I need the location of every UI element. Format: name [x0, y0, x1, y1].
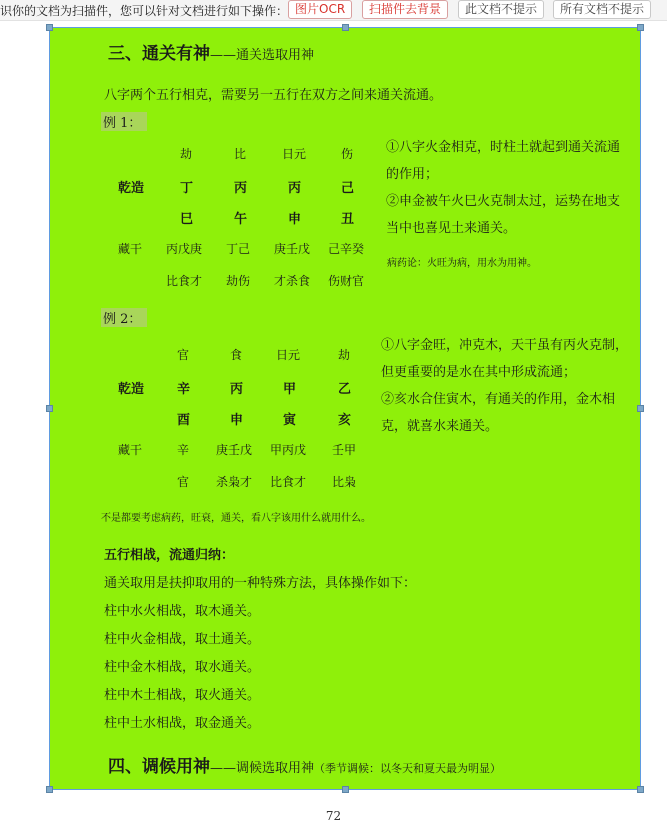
summary-item-5: 柱中土水相战，取金通关。: [104, 716, 261, 731]
section3-subtitle: ——通关选取用神: [210, 48, 315, 63]
ex1-shishen-3: 日元: [282, 147, 307, 161]
resize-handle-top-right[interactable]: [637, 24, 644, 31]
ex1-gan-2: 丙: [234, 181, 248, 196]
dont-remind-this-doc-button[interactable]: 此文档不提示: [458, 0, 544, 19]
section3-intro: 八字两个五行相克，需要另一五行在双方之间来通关流通。: [104, 88, 443, 103]
ex2-gan-2: 丙: [230, 382, 244, 397]
example1-note-2: ②申金被午火巳火克制太过，运势在地支当中也喜见土来通关。: [386, 194, 621, 236]
dont-remind-all-docs-button[interactable]: 所有文档不提示: [553, 0, 651, 19]
section4-title: [108, 752, 501, 777]
ex2-canggan-shishen-3: 比食才: [270, 475, 307, 489]
ex1-gan-3: 丙: [288, 181, 302, 196]
resize-handle-bottom-left[interactable]: [46, 786, 53, 793]
ex2-canggan-1: 辛: [177, 443, 190, 457]
summary-title: 五行相战，流通归纳：: [104, 548, 235, 563]
section3-title: [108, 39, 314, 64]
resize-handle-top-left[interactable]: [46, 24, 53, 31]
ex2-shishen-3: 日元: [276, 348, 301, 362]
ex1-canggan-shishen-3: 才杀食: [274, 274, 311, 288]
ex2-shishen-4: 劫: [338, 348, 351, 362]
resize-handle-bottom-right[interactable]: [637, 786, 644, 793]
ex2-zhi-2: 申: [230, 413, 244, 428]
section4-title-main: 四、调候用神: [108, 757, 210, 777]
resize-handle-top[interactable]: [342, 24, 349, 31]
ex1-canggan-shishen-4: 伤财官: [328, 274, 365, 288]
ex1-canggan-shishen-2: 劫伤: [226, 274, 251, 288]
ex2-gan-4: 乙: [338, 382, 352, 397]
ex2-zhi-4: 亥: [338, 413, 352, 428]
ex1-gan-4: 己: [341, 181, 355, 196]
ex2-zhi-3: 寅: [283, 413, 297, 428]
section4-subtitle: ——调候选取用神: [210, 761, 315, 776]
ex1-shishen-1: 劫: [180, 147, 193, 161]
ex1-canggan-4: 己辛癸: [328, 242, 365, 256]
ex2-canggan-shishen-1: 官: [177, 475, 190, 489]
resize-handle-bottom[interactable]: [342, 786, 349, 793]
ex2-canggan-shishen-2: 杀枭才: [216, 475, 253, 489]
ex1-canggan-2: 丁己: [226, 242, 251, 256]
ex2-canggan-2: 庚壬戊: [216, 443, 253, 457]
remark-text: 不是都要考虑病药，旺衰，通关，看八字该用什么就用什么。: [101, 513, 371, 524]
example1-notes: [386, 134, 631, 242]
ex2-label-gan: 乾造: [118, 382, 145, 397]
ex1-zhi-2: 午: [234, 212, 248, 227]
ex2-canggan-4: 壬甲: [332, 443, 357, 457]
example1-note-1: ①八字火金相克，时柱土就起到通关流通的作用；: [386, 140, 621, 182]
ex2-canggan-3: 甲丙戊: [270, 443, 307, 457]
scan-notice-bar: [0, 0, 667, 21]
ex2-gan-3: 甲: [283, 382, 297, 397]
ex1-label-canggan: 藏干: [118, 242, 143, 256]
summary-intro: 通关取用是扶抑取用的一种特殊方法，具体操作如下：: [104, 576, 417, 591]
ex2-canggan-shishen-4: 比枭: [332, 475, 357, 489]
example2-notes: [381, 332, 633, 440]
ex1-zhi-1: 巳: [180, 212, 194, 227]
ex2-gan-1: 辛: [177, 382, 191, 397]
ex1-zhi-3: 申: [288, 212, 302, 227]
example2-note-1: ①八字金旺，冲克木，天干虽有丙火克制，但更重要的是水在其中形成流通；: [381, 338, 629, 380]
image-ocr-button[interactable]: 图片OCR: [288, 0, 352, 19]
ex2-zhi-1: 酉: [177, 413, 191, 428]
example2-note-2: ②亥水合住寅木，有通关的作用，金木相克，就喜水来通关。: [381, 392, 616, 434]
ex2-shishen-2: 食: [230, 348, 243, 362]
ex2-shishen-1: 官: [177, 348, 190, 362]
example2-label: 例 2：: [101, 308, 147, 327]
ex1-label-gan: 乾造: [118, 181, 145, 196]
page-number: 72: [325, 809, 342, 823]
section4-paren: （季节调候：以冬天和夏天最为明显）: [314, 762, 502, 775]
summary-item-1: 柱中水火相战，取木通关。: [104, 604, 261, 619]
ex1-zhi-4: 丑: [341, 212, 355, 227]
resize-handle-left[interactable]: [46, 405, 53, 412]
scan-notice-text: 识你的文档为扫描件，您可以针对文档进行如下操作：: [0, 4, 289, 18]
remove-scan-background-button[interactable]: 扫描件去背景: [362, 0, 448, 19]
ex1-shishen-2: 比: [234, 147, 247, 161]
ex1-canggan-1: 丙戊庚: [166, 242, 203, 256]
summary-item-2: 柱中火金相战，取土通关。: [104, 632, 261, 647]
summary-item-4: 柱中木土相战，取火通关。: [104, 688, 261, 703]
ex1-canggan-shishen-1: 比食才: [166, 274, 203, 288]
ex1-canggan-3: 庚壬戊: [274, 242, 311, 256]
example1-yaolun: 病药论：火旺为病，用水为用神。: [387, 258, 537, 269]
resize-handle-right[interactable]: [637, 405, 644, 412]
section3-title-main: 三、通关有神: [108, 44, 210, 64]
ex1-gan-1: 丁: [180, 181, 194, 196]
summary-item-3: 柱中金木相战，取水通关。: [104, 660, 261, 675]
ex1-shishen-4: 伤: [341, 147, 354, 161]
scanned-page[interactable]: [49, 27, 641, 790]
example1-label: 例 1：: [101, 112, 147, 131]
ex2-label-canggan: 藏干: [118, 443, 143, 457]
